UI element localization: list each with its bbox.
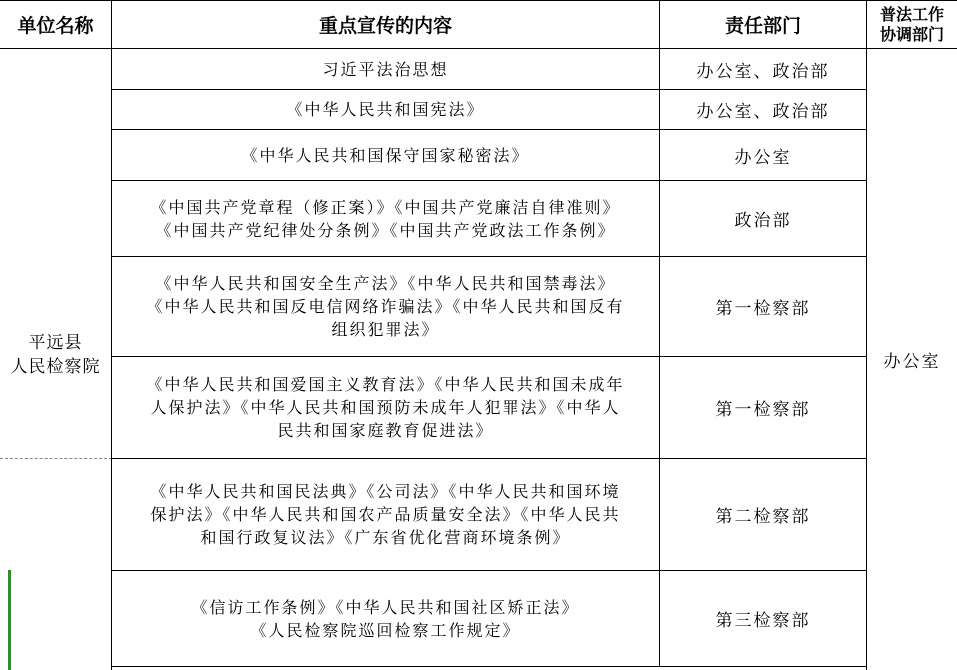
dept-cell: 办公室、政治部 bbox=[659, 48, 867, 90]
content-line: 保护法》《中华人民共和国农产品质量安全法》《中华人民共 bbox=[150, 505, 621, 524]
content-line: 和国行政复议法》《广东省优化营商环境条例》 bbox=[200, 528, 571, 547]
unit-name-line1: 平远县 bbox=[28, 332, 83, 353]
header-content: 重点宣传的内容 bbox=[111, 0, 660, 49]
content-line: 《中国共产党纪律处分条例》《中国共产党政法工作条例》 bbox=[155, 220, 616, 240]
content-cell: 习近平法治思想 bbox=[111, 48, 660, 90]
content-line: 《中国共产党章程（修正案）》《中国共产党廉洁自律准则》 bbox=[150, 197, 621, 217]
content-line: 人保护法》《中华人民共和国预防未成年人犯罪法》《中华人 bbox=[150, 398, 621, 417]
content-line: 民共和国家庭教育促进法》 bbox=[277, 421, 494, 440]
dept-cell: 办公室 bbox=[659, 129, 867, 181]
header-coordinator-line2: 协调部门 bbox=[879, 24, 944, 44]
content-line: 组织犯罪法》 bbox=[331, 320, 440, 339]
dept-cell: 办公室、政治部 bbox=[659, 89, 867, 130]
content-cell: 《中华人民共和国保守国家秘密法》 bbox=[111, 129, 660, 181]
dept-cell: 政治部 bbox=[659, 180, 867, 257]
header-coordinator-line1: 普法工作 bbox=[879, 4, 944, 24]
content-cell bbox=[111, 256, 660, 357]
dept-cell: 第二检察部 bbox=[659, 458, 867, 571]
content-line: 《人民检察院巡回检察工作规定》 bbox=[250, 620, 521, 640]
selection-marker bbox=[8, 570, 11, 670]
dept-cell: 第三检察部 bbox=[659, 570, 867, 667]
coordinator-cell: 办公室 bbox=[866, 48, 957, 670]
content-line: 《信访工作条例》《中华人民共和国社区矫正法》 bbox=[191, 597, 580, 617]
content-cell: 《中华人民共和国宪法》 bbox=[111, 89, 660, 130]
header-unit-name: 单位名称 bbox=[0, 0, 112, 49]
content-line: 《中华人民共和国爱国主义教育法》《中华人民共和国未成年 bbox=[146, 375, 625, 394]
content-line: 《中华人民共和国民法典》《公司法》《中华人民共和国环境 bbox=[150, 482, 621, 501]
dept-cell: 第一检察部 bbox=[659, 356, 867, 459]
content-cell bbox=[111, 180, 660, 257]
dashed-divider bbox=[0, 458, 112, 459]
header-responsible-dept: 责任部门 bbox=[659, 0, 867, 49]
content-cell bbox=[111, 356, 660, 459]
unit-name-cell bbox=[0, 48, 112, 670]
content-line: 《中华人民共和国反电信网络诈骗法》《中华人民共和国反有 bbox=[146, 297, 625, 316]
header-coordinator-dept bbox=[866, 0, 957, 49]
unit-name-line2: 人民检察院 bbox=[10, 356, 101, 377]
content-line: 《中华人民共和国安全生产法》《中华人民共和国禁毒法》 bbox=[155, 274, 616, 293]
dept-cell: 第一检察部 bbox=[659, 256, 867, 357]
content-cell bbox=[111, 570, 660, 667]
content-cell bbox=[111, 458, 660, 571]
